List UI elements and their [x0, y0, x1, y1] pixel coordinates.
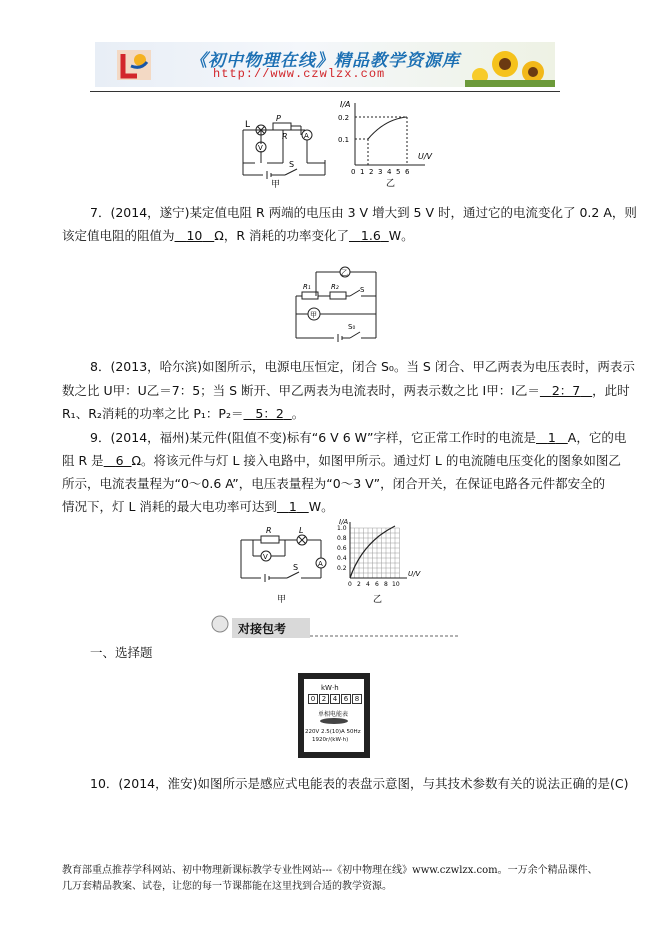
- meter-digit: 4: [330, 694, 340, 704]
- q8-text: R₁、R₂消耗的功率之比 P₁：P₂＝: [62, 406, 244, 421]
- rheostat: [273, 123, 291, 130]
- caption-left: 甲: [277, 595, 287, 605]
- header-rule: [90, 91, 560, 92]
- q9-line1: [90, 428, 626, 448]
- q8-answer-2: 5：2: [255, 406, 284, 421]
- label-L: L: [299, 526, 304, 535]
- q9-text: A，它的电: [567, 430, 627, 445]
- switch-blade: [287, 572, 299, 578]
- label-R: R: [266, 526, 272, 535]
- ytick: 0.1: [338, 136, 350, 144]
- ytick: 0.6: [337, 545, 347, 552]
- resistor-r: [261, 536, 279, 543]
- q9-answer-2: 6: [115, 453, 124, 468]
- caption-right: 乙: [373, 595, 383, 605]
- sunflower-1-center: [499, 58, 511, 70]
- q9-text: 情况下，灯 L 消耗的最大电功率可达到: [62, 499, 277, 514]
- q9-answer-3: 1: [288, 499, 297, 514]
- ytick: 0.4: [337, 555, 347, 562]
- graph-xlabel: U/V: [418, 152, 433, 161]
- meter-spec-1: 220V 2.5(10)A 50Hz: [305, 729, 361, 735]
- q8-text: 数之比 U甲：U乙＝7：5；当 S 断开、甲乙两表为电流表时，两表示数之比 I甲：I乙＝: [62, 383, 540, 398]
- label-A: A: [304, 132, 309, 140]
- meter-digits: [308, 694, 362, 704]
- q7-text: 该定值电阻的阻值为: [62, 228, 175, 243]
- graph-grid: [350, 528, 400, 578]
- leaves: [465, 80, 555, 87]
- xtick: 2: [357, 581, 361, 588]
- caption-right: 乙: [386, 179, 396, 189]
- q9-text: 9．(2014，福州)某元件(阻值不变)标有“6 V 6 W”字样，它正常工作时的电流是: [90, 430, 536, 445]
- label-R: R: [282, 132, 288, 141]
- label-V: V: [263, 553, 268, 561]
- figure-1: [225, 95, 440, 190]
- xtick: 5: [396, 168, 401, 176]
- switch-blade: [285, 169, 297, 175]
- q7-line1: 7．(2014，遂宁)某定值电阻 R 两端的电压由 3 V 增大到 5 V 时，通过它的电流变化了 0.2 A，则: [90, 205, 637, 220]
- q8-line2: [62, 381, 630, 401]
- label-P: P: [276, 114, 281, 123]
- q9-line4: [62, 497, 334, 517]
- resistor-r2: [330, 292, 346, 299]
- xtick: 4: [387, 168, 392, 176]
- banner-title: 《初中物理在线》精品教学资源库: [190, 51, 460, 71]
- label-s: S: [360, 286, 365, 294]
- label-S: S: [289, 160, 295, 169]
- q7-answer-1: 10: [186, 228, 203, 243]
- meter-digit: 2: [319, 694, 329, 704]
- section-badge: 对接包考: [238, 622, 287, 636]
- q8-answer-1: 2：7: [551, 383, 581, 398]
- q8-text: 。: [291, 406, 305, 421]
- caption-left: 甲: [271, 180, 281, 190]
- ytick: 1.0: [337, 525, 347, 532]
- q9-line2: [62, 451, 621, 471]
- footer-line2: 几万套精品教案、试卷，让您的每一节课都能在这里找到合适的教学资源。: [62, 881, 392, 892]
- xtick: 2: [369, 168, 374, 176]
- q7-line2: [62, 226, 414, 246]
- sunflower-2-center: [528, 67, 538, 77]
- q7-answer-2: 1.6: [360, 228, 381, 243]
- ytick: 0.8: [337, 535, 347, 542]
- q10-line1: 10．(2014，淮安)如图所示是感应式电能表的表盘示意图，与其技术参数有关的说法正确的是(C): [90, 776, 629, 791]
- q8-text: ，此时: [592, 383, 630, 398]
- xtick: 0: [348, 581, 352, 588]
- switch-blade: [350, 332, 360, 338]
- header-banner: [95, 42, 555, 87]
- meter-digit: 0: [308, 694, 318, 704]
- ytick: 0.2: [337, 565, 347, 572]
- graph-ylabel: I/A: [339, 518, 349, 526]
- q9-text: W。: [308, 499, 334, 514]
- xtick: 10: [392, 581, 400, 588]
- label-s0: S₀: [348, 323, 356, 331]
- mascot-icon: [212, 616, 228, 632]
- switch-blade: [350, 290, 360, 296]
- label-r2: R₂: [331, 283, 339, 291]
- figure-3: [235, 518, 435, 606]
- label-S: S: [293, 563, 299, 572]
- q7-text: W。: [388, 228, 414, 243]
- q8-line3: [62, 404, 304, 424]
- label-r1: R₁: [303, 283, 311, 291]
- xtick: 0: [351, 168, 356, 176]
- footer-line1: 教育部重点推荐学科网站、初中物理新课标教学专业性网站---《初中物理在线》www.czwlzx.com。一万余个精品课件、: [62, 865, 598, 876]
- q8-line1: 8．(2013，哈尔滨)如图所示，电源电压恒定，闭合 S₀。当 S 闭合、甲乙两表为电压表时，两表示: [90, 359, 635, 374]
- xtick: 6: [375, 581, 379, 588]
- q9-line3: 所示，电流表量程为“0～0.6 A”，电压表量程为“0～3 V”，闭合开关，在保证电路各元件都安全的: [62, 476, 606, 491]
- label-yi: 乙: [341, 269, 348, 277]
- iu-curve: [368, 117, 407, 139]
- meter-disc: [312, 717, 356, 725]
- meter-digit: 8: [352, 694, 362, 704]
- meter-spec-2: 1920r/(kW·h): [312, 737, 349, 743]
- q9-text: 阻 R 是: [62, 453, 104, 468]
- figure-2: [288, 262, 383, 342]
- xtick: 6: [405, 168, 410, 176]
- graph-xlabel: U/V: [408, 570, 421, 578]
- meter-name: 单相电能表: [318, 711, 349, 718]
- section-heading: 一、选择题: [90, 645, 153, 660]
- banner-url: http://www.czwlzx.com: [213, 67, 386, 81]
- meter-digit: 6: [341, 694, 351, 704]
- label-A: A: [318, 560, 323, 568]
- rotating-disc-icon: [320, 718, 348, 724]
- graph-ylabel: I/A: [340, 100, 351, 109]
- label-V: V: [258, 144, 263, 152]
- label-jia: 甲: [310, 311, 317, 319]
- xtick: 1: [360, 168, 365, 176]
- q9-text: Ω。将该元件与灯 L 接入电路中，如图甲所示。通过灯 L 的电流随电压变化的图象如图乙: [131, 453, 621, 468]
- label-L: L: [245, 120, 251, 130]
- meter-unit: kW·h: [321, 684, 339, 692]
- xtick: 3: [378, 168, 383, 176]
- q9-answer-1: 1: [547, 430, 556, 445]
- ytick: 0.2: [338, 114, 350, 122]
- xtick: 8: [384, 581, 388, 588]
- q7-text: Ω，R 消耗的功率变化了: [214, 228, 349, 243]
- xtick: 4: [366, 581, 370, 588]
